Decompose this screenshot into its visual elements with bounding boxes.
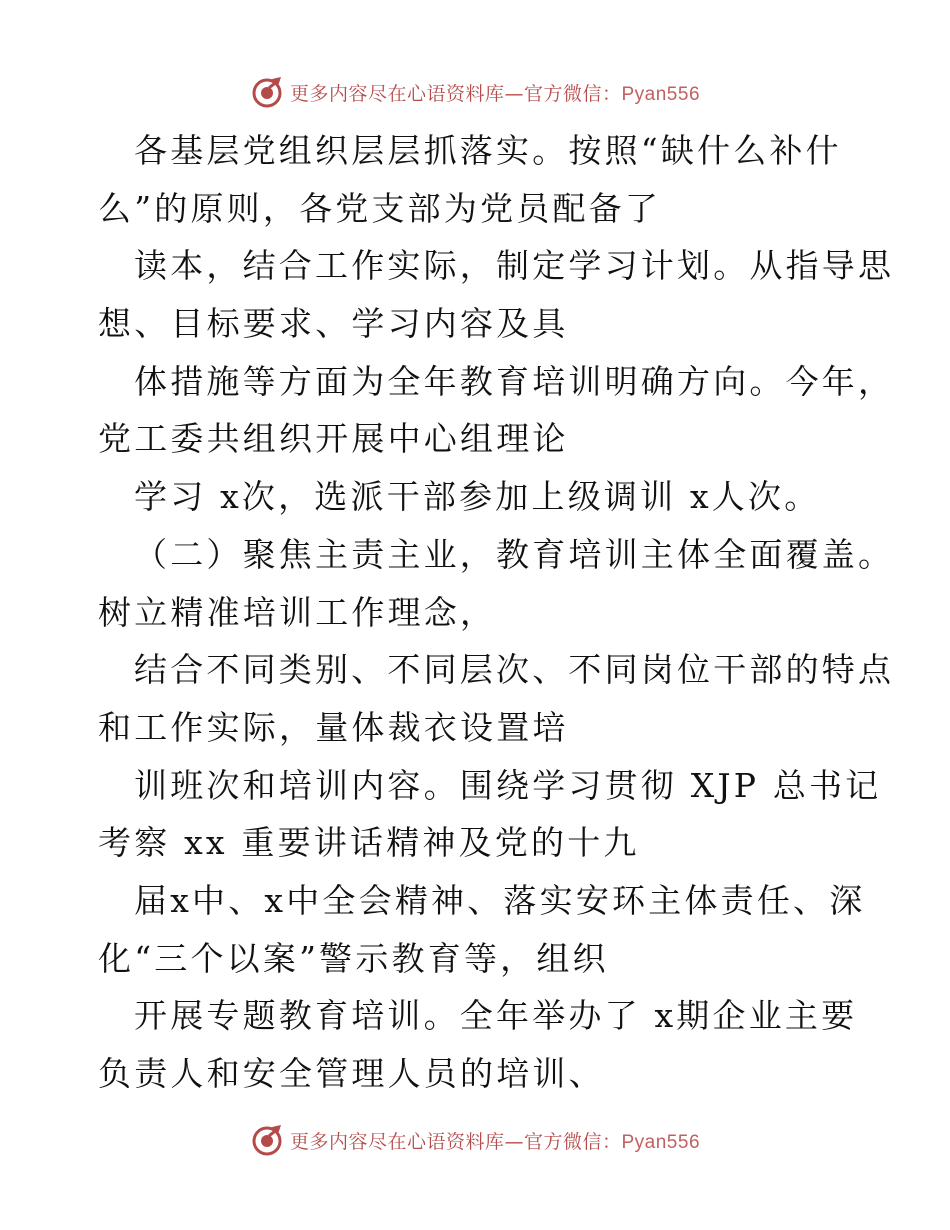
text-line: 体措施等方面为全年教育培训明确方向。今年， [134, 361, 895, 401]
text-line: 树立精准培训工作理念， [98, 592, 497, 632]
text-line: 党工委共组织开展中心组理论 [98, 419, 569, 459]
text-line: 化“三个以案”警示教育等，组织 [98, 938, 609, 978]
text-line: 学习 x次，选派干部参加上级调训 x人次。 [134, 477, 821, 517]
text-line: 考察 xx 重要讲话精神及党的十九 [98, 823, 640, 863]
text-line: 届x中、x中全会精神、落实安环主体责任、深 [134, 880, 866, 920]
text-line: 结合不同类别、不同层次、不同岗位干部的特点 [134, 650, 895, 690]
text-line: 各基层党组织层层抓落实。按照“缺什么补什 [134, 131, 842, 170]
text-line: （二）聚焦主责主业，教育培训主体全面覆盖。 [134, 534, 895, 574]
logo-icon [250, 75, 284, 109]
text-line: 开展专题教育培训。全年举办了 x期企业主要 [134, 996, 858, 1036]
text-line: 训班次和培训内容。围绕学习贯彻 XJP 总书记 [134, 765, 882, 805]
watermark-text: 更多内容尽在心语资料库—官方微信：Pyan556 [289, 1130, 701, 1153]
text-line: 读本，结合工作实际，制定学习计划。从指导思 [134, 246, 895, 286]
document-body [98, 122, 895, 1103]
text-line: 么”的原则，各党支部为党员配备了 [98, 188, 662, 228]
watermark-text: 更多内容尽在心语资料库—官方微信：Pyan556 [289, 82, 701, 105]
footer-watermark [0, 1120, 950, 1160]
text-line: 想、目标要求、学习内容及具 [98, 304, 569, 344]
header-watermark [0, 72, 950, 112]
text-line: 和工作实际，量体裁衣设置培 [98, 707, 569, 747]
logo-icon [250, 1123, 284, 1157]
text-line: 负责人和安全管理人员的培训、 [98, 1054, 605, 1093]
